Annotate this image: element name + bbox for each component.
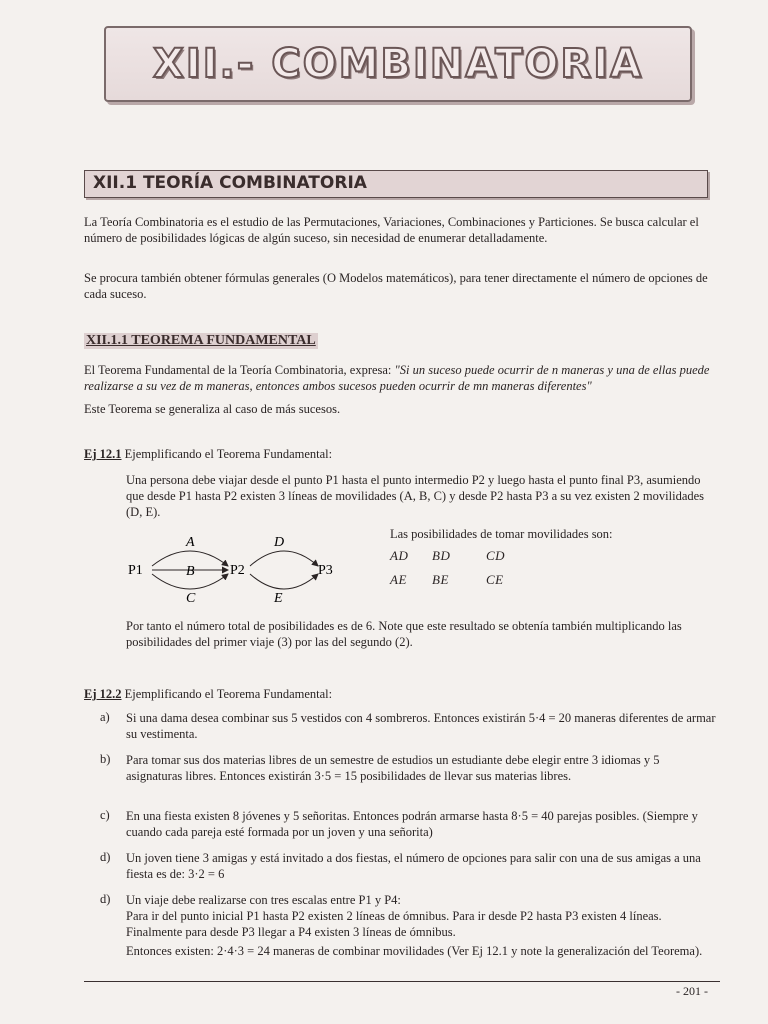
example-1-text: Una persona debe viajar desde el punto P1 hasta el punto intermedio P2 y luego hasta el punto final P3, asumiendo que desde P1 hasta P2 existen 3 líneas de movilidades (A, B, C) y desde P2 hasta P3 a su vez existen 2 movilidades (D, E).	[126, 473, 705, 519]
combo-ae: AE	[390, 572, 407, 587]
item-c-letter: c)	[100, 808, 110, 822]
example-2-label: Ej 12.2	[84, 687, 122, 701]
intro-paragraph-2: Se procura también obtener fórmulas generales (O Modelos matemáticos), para tener directamente el número de opciones de cada suceso.	[84, 271, 708, 301]
item-e-line2: Para ir del punto inicial P1 hasta P2 existen 2 líneas de ómnibus. Para ir desde P2 hasta P3 existen 4 líneas. Finalmente para desde P3 llegar a P4 existen 3 líneas de ómnibus.	[126, 909, 662, 939]
route-d-arrow	[250, 551, 318, 566]
item-d-text: Un joven tiene 3 amigas y está invitado a dos fiestas, el número de opciones para salir con una de sus amigas a una fiesta es de: 3·2 = 6	[126, 851, 701, 881]
chapter-banner	[104, 26, 692, 102]
section-title: XII.1 TEORÍA COMBINATORIA	[93, 173, 367, 193]
intro-paragraph-1: La Teoría Combinatoria es el estudio de las Permutaciones, Variaciones, Combinaciones y Particiones. Se busca calcular el número de posibilidades lógicas de algún suceso, sin necesidad de enumerar detalladamente.	[84, 215, 699, 245]
theorem-quote: "Si un suceso puede ocurrir de n maneras y una de ellas puede realizarse a su vez de m maneras, entonces ambos sucesos pueden ocurrir de mn maneras diferentes"	[84, 363, 710, 393]
combo-cd: CD	[486, 548, 506, 563]
label-c: C	[186, 591, 196, 606]
label-e: E	[274, 591, 283, 606]
label-d: D	[274, 535, 285, 550]
page-number: - 201 -	[676, 984, 708, 998]
combo-ce: CE	[486, 572, 504, 587]
item-b-text: Para tomar sus dos materias libres de un semestre de estudios un estudiante debe elegir entre 3 idiomas y 5 asignaturas libres. Entonces existirán 3·5 = 15 posibilidades de llevar sus materias libres.	[126, 753, 660, 783]
item-e-text: Un viaje debe realizarse con tres escalas entre P1 y P4:	[126, 893, 401, 907]
item-e-letter: d)	[100, 892, 111, 906]
item-e-line3: Entonces existen: 2·4·3 = 24 maneras de combinar movilidades (Ver Ej 12.1 y note la generalización del Teorema).	[126, 944, 703, 958]
theorem-generalization: Este Teorema se generaliza al caso de más sucesos.	[84, 402, 341, 416]
chapter-title: XII.- COMBINATORIA	[152, 41, 644, 87]
label-a: A	[186, 535, 195, 550]
combo-ad: AD	[390, 548, 409, 563]
point-p3: P3	[318, 563, 333, 578]
example-2-header	[84, 686, 718, 702]
combo-bd: BD	[432, 548, 451, 563]
combo-be: BE	[432, 572, 449, 587]
label-b: B	[186, 564, 195, 579]
example-1-conclusion: Por tanto el número total de posibilidades es de 6. Note que este resultado se obtenía también multiplicando las posibilidades del primer viaje (3) por las del segundo (2).	[126, 619, 682, 649]
item-a-letter: a)	[100, 710, 110, 724]
theorem-lead: El Teorema Fundamental de la Teoría Combinatoria, expresa:	[84, 363, 395, 377]
route-e-arrow	[250, 574, 318, 589]
item-d-letter: d)	[100, 850, 111, 864]
section-title-box	[84, 170, 708, 198]
possibilities-label: Las posibilidades de tomar movilidades son:	[390, 527, 613, 541]
example-2-heading: Ejemplificando el Teorema Fundamental:	[124, 687, 333, 701]
footer-rule	[84, 981, 720, 982]
item-a-text: Si una dama desea combinar sus 5 vestidos con 4 sombreros. Entonces existirán 5·4 = 20 maneras diferentes de armar su vestimenta.	[126, 711, 716, 741]
example-1-heading: Ejemplificando el Teorema Fundamental:	[124, 447, 333, 461]
point-p2: P2	[230, 563, 245, 578]
example-1-header	[84, 446, 718, 462]
item-c-text: En una fiesta existen 8 jóvenes y 5 señoritas. Entonces podrán armarse hasta 8·5 = 40 parejas posibles. (Siempre y cuando cada pareja esté formada por un joven y una señorita)	[126, 809, 698, 839]
item-b-letter: b)	[100, 752, 111, 766]
point-p1: P1	[128, 563, 143, 578]
route-diagram	[124, 528, 354, 608]
example-1-label: Ej 12.1	[84, 447, 122, 461]
subsection-title: XII.1.1 TEOREMA FUNDAMENTAL	[86, 333, 316, 348]
theorem-paragraph	[84, 362, 718, 394]
